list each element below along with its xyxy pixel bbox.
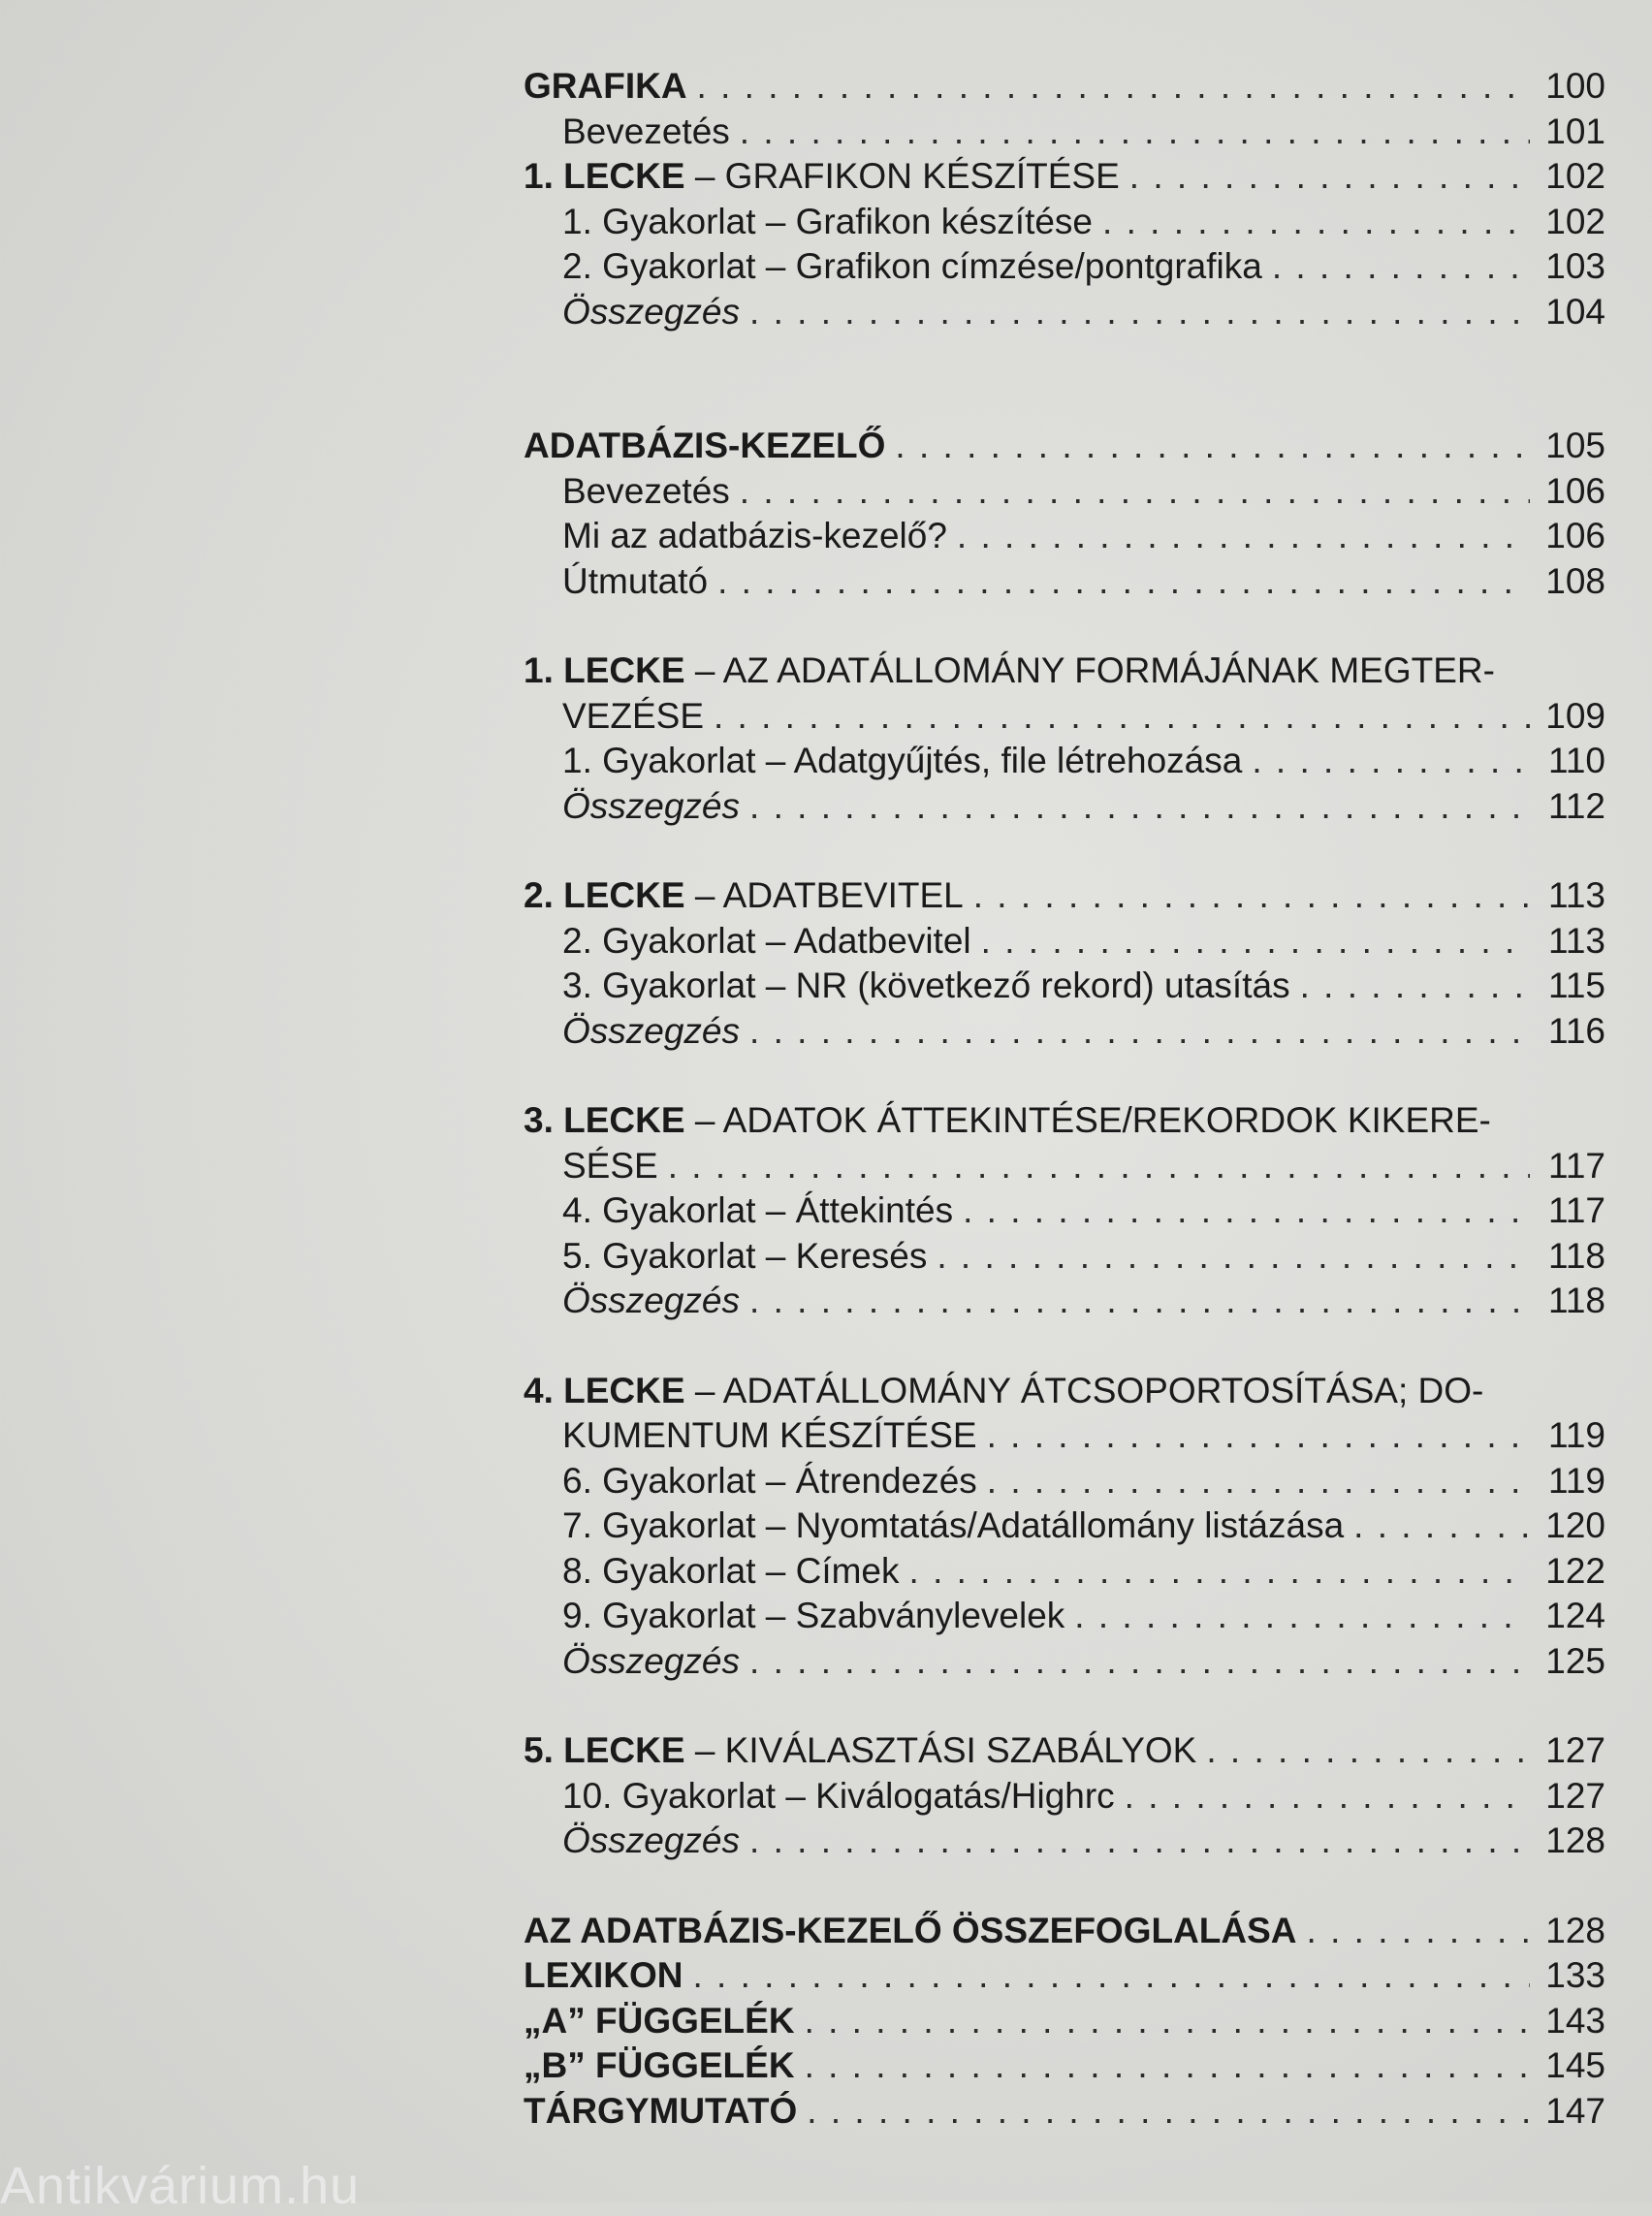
toc-subentry-text: 10. Gyakorlat – Kiválogatás/Highrc: [562, 1775, 1115, 1816]
toc-subentry-text: Összegzés: [562, 1281, 741, 1320]
toc-entry: [524, 1279, 1605, 1324]
toc-entry: [524, 559, 1605, 605]
dot-leader: [973, 873, 1530, 919]
toc-subentry-text: 7. Gyakorlat – Nyomtatás/Adatállomány listázása: [562, 1505, 1345, 1545]
toc-entry-label: [562, 1234, 927, 1280]
section-gap: [524, 1324, 1605, 1369]
section-gap: [524, 1864, 1605, 1909]
toc-entry: [524, 1188, 1605, 1234]
toc-entry-label: [524, 64, 687, 110]
toc-subentry-text: SÉSE: [562, 1145, 658, 1186]
toc-entry: [524, 1549, 1605, 1595]
dot-leader: [697, 64, 1530, 110]
toc-entry: [524, 1594, 1605, 1639]
toc-entry: [524, 1413, 1605, 1459]
toc-entry: [524, 649, 1605, 694]
toc-subentry-text: Bevezetés: [562, 111, 730, 151]
dot-leader: [749, 1009, 1530, 1055]
toc-entry-label: [524, 1999, 795, 2044]
toc-entry: [524, 290, 1605, 335]
toc-entry: [524, 919, 1605, 965]
section-gap: [524, 829, 1605, 873]
page-number: 103: [1545, 246, 1605, 286]
dot-leader: [987, 1413, 1530, 1459]
toc-heading-rest: – GRAFIKON KÉSZÍTÉSE: [684, 156, 1120, 196]
toc-subentry-text: Összegzés: [562, 785, 741, 826]
toc-entry-label: [562, 1279, 740, 1324]
toc-entry-label: [562, 964, 1290, 1009]
toc-heading-rest: – ADATBEVITEL: [684, 875, 964, 915]
toc-entry: [524, 1953, 1605, 1999]
toc-heading-rest: – ADATOK ÁTTEKINTÉSE/REKORDOK KIKERE-: [684, 1100, 1491, 1140]
toc-entry: [524, 1504, 1605, 1549]
page-number: 100: [1545, 66, 1605, 106]
toc-entry-label: [524, 873, 964, 919]
page-number: 125: [1545, 1640, 1605, 1681]
dot-leader: [714, 694, 1530, 740]
toc-entry: [524, 1728, 1605, 1774]
page-number: 127: [1545, 1775, 1605, 1816]
toc-entry-label: [562, 1188, 953, 1234]
dot-leader: [717, 559, 1530, 605]
toc-entry-label: [562, 559, 708, 605]
toc-entry: [524, 1459, 1605, 1504]
toc-subentry-text: VEZÉSE: [562, 695, 704, 736]
page-number: 143: [1545, 2000, 1605, 2041]
toc-subentry-text: Útmutató: [562, 560, 709, 601]
toc-entry: [524, 1009, 1605, 1055]
toc-entry-label: [562, 1504, 1344, 1549]
toc-subentry-text: Összegzés: [562, 1640, 741, 1681]
dot-leader: [963, 1188, 1530, 1234]
toc-subentry-text: 1. Gyakorlat – Adatgyűjtés, file létrehozása: [562, 741, 1243, 780]
section-gap: [524, 334, 1605, 424]
dot-leader: [1300, 964, 1530, 1009]
toc-entry-label: [524, 1098, 1491, 1144]
toc-entry-label: [524, 649, 1495, 694]
toc-entry-label: [562, 110, 730, 155]
toc-entry: [524, 64, 1605, 110]
toc-subentry-text: 6. Gyakorlat – Átrendezés: [562, 1460, 977, 1501]
toc-heading-bold: „A” FÜGGELÉK: [524, 2000, 795, 2041]
toc-entry: [524, 1774, 1605, 1820]
table-of-contents: [524, 64, 1605, 2134]
toc-entry-label: [562, 1639, 740, 1685]
page-number: 118: [1548, 1281, 1605, 1320]
toc-heading-bold: AZ ADATBÁZIS-KEZELŐ ÖSSZEFOGLALÁSA: [524, 1910, 1297, 1950]
dot-leader: [668, 1144, 1530, 1189]
page-number: 105: [1545, 426, 1605, 465]
page-number: 115: [1548, 966, 1605, 1005]
toc-heading-rest: – AZ ADATÁLLOMÁNY FORMÁJÁNAK MEGTER-: [684, 650, 1495, 690]
dot-leader: [1125, 1774, 1530, 1820]
section-gap: [524, 1684, 1605, 1728]
toc-entry: [524, 469, 1605, 515]
toc-entry-label: [562, 919, 971, 965]
toc-subentry-text: 2. Gyakorlat – Adatbevitel: [562, 920, 971, 961]
toc-subentry-text: Összegzés: [562, 1820, 741, 1860]
toc-heading-bold: „B” FÜGGELÉK: [524, 2045, 795, 2085]
section-gap: [524, 604, 1605, 649]
toc-entry: [524, 1144, 1605, 1189]
page-number: 101: [1545, 111, 1605, 151]
toc-heading-bold: 5. LECKE: [524, 1730, 685, 1770]
page-number: 133: [1545, 1955, 1605, 1995]
toc-entry-label: [562, 1819, 740, 1864]
toc-entry: [524, 1819, 1605, 1864]
dot-leader: [909, 1549, 1530, 1595]
page-number: 117: [1548, 1190, 1605, 1230]
page-number: 117: [1548, 1145, 1605, 1186]
toc-entry-label: [562, 1009, 740, 1055]
toc-subentry-text: Összegzés: [562, 1010, 741, 1051]
dot-leader: [749, 1279, 1530, 1324]
dot-leader: [740, 110, 1530, 155]
page-number: 124: [1545, 1596, 1605, 1635]
page-number: 113: [1548, 920, 1605, 961]
dot-leader: [987, 1459, 1530, 1504]
toc-subentry-text: 9. Gyakorlat – Szabványlevelek: [562, 1596, 1065, 1635]
toc-heading-bold: LEXIKON: [524, 1955, 683, 1995]
page-number: 128: [1545, 1820, 1605, 1860]
dot-leader: [937, 1234, 1530, 1280]
toc-entry-label: [562, 1459, 977, 1504]
toc-heading-bold: 2. LECKE: [524, 875, 685, 915]
toc-entry: [524, 873, 1605, 919]
toc-subentry-text: KUMENTUM KÉSZÍTÉSE: [562, 1415, 977, 1455]
toc-heading-rest: – KIVÁLASZTÁSI SZABÁLYOK: [684, 1730, 1197, 1770]
page-number: 104: [1545, 291, 1605, 332]
toc-entry: [524, 1639, 1605, 1685]
dot-leader: [805, 1999, 1530, 2044]
toc-entry-label: [562, 290, 740, 335]
page-number: 147: [1545, 2090, 1605, 2131]
toc-entry: [524, 739, 1605, 784]
toc-entry: [524, 2043, 1605, 2089]
toc-subentry-text: 5. Gyakorlat – Keresés: [562, 1235, 928, 1276]
toc-entry-label: [562, 739, 1242, 784]
dot-leader: [749, 290, 1530, 335]
toc-entry-label: [562, 694, 704, 740]
toc-entry: [524, 514, 1605, 559]
page-number: 122: [1545, 1550, 1605, 1591]
toc-heading-rest: – ADATÁLLOMÁNY ÁTCSOPORTOSÍTÁSA; DO-: [684, 1370, 1484, 1410]
toc-heading-bold: 1. LECKE: [524, 156, 685, 196]
page-number: 106: [1545, 470, 1605, 511]
toc-entry: [524, 2089, 1605, 2135]
dot-leader: [740, 469, 1530, 515]
dot-leader: [957, 514, 1530, 559]
toc-entry: [524, 1098, 1605, 1144]
toc-subentry-text: 3. Gyakorlat – NR (következő rekord) utasítás: [562, 966, 1290, 1005]
page-number: 118: [1548, 1235, 1605, 1276]
toc-entry: [524, 1234, 1605, 1280]
toc-subentry-text: 4. Gyakorlat – Áttekintés: [562, 1190, 954, 1230]
toc-entry-label: [562, 1774, 1115, 1820]
dot-leader: [749, 1819, 1530, 1864]
toc-entry-label: [524, 2043, 795, 2089]
toc-entry-label: [562, 200, 1093, 245]
toc-subentry-text: Összegzés: [562, 291, 741, 332]
page-number: 119: [1548, 1460, 1605, 1501]
dot-leader: [895, 424, 1530, 469]
toc-entry-label: [524, 424, 885, 469]
dot-leader: [1129, 154, 1530, 200]
dot-leader: [1272, 244, 1530, 290]
page-number: 110: [1548, 741, 1605, 780]
toc-entry-label: [524, 2089, 797, 2135]
page-number: 102: [1545, 156, 1605, 196]
page-number: 116: [1548, 1010, 1605, 1051]
toc-entry-label: [524, 154, 1120, 200]
toc-entry-label: [562, 1594, 1064, 1639]
toc-entry: [524, 964, 1605, 1009]
toc-heading-bold: 1. LECKE: [524, 650, 685, 690]
toc-entry-label: [562, 784, 740, 830]
page-number: 119: [1548, 1415, 1605, 1455]
page-number: 128: [1545, 1910, 1605, 1950]
dot-leader: [1074, 1594, 1530, 1639]
page-number: 127: [1545, 1730, 1605, 1770]
toc-subentry-text: 2. Gyakorlat – Grafikon címzése/pontgrafika: [562, 246, 1262, 286]
toc-entry: [524, 154, 1605, 200]
toc-entry-label: [562, 244, 1262, 290]
toc-entry-label: [524, 1728, 1196, 1774]
toc-entry-label: [524, 1909, 1297, 1954]
toc-heading-bold: GRAFIKA: [524, 66, 687, 106]
toc-entry-label: [562, 469, 730, 515]
toc-entry: [524, 784, 1605, 830]
dot-leader: [1102, 200, 1530, 245]
toc-entry-label: [562, 1144, 658, 1189]
page-number: 145: [1545, 2045, 1605, 2085]
toc-entry-label: [524, 1369, 1483, 1414]
toc-entry: [524, 424, 1605, 469]
toc-heading-bold: TÁRGYMUTATÓ: [524, 2090, 798, 2131]
page-number: 112: [1548, 785, 1605, 826]
dot-leader: [805, 2043, 1530, 2089]
dot-leader: [1353, 1504, 1530, 1549]
toc-entry: [524, 694, 1605, 740]
toc-heading-bold: 4. LECKE: [524, 1370, 685, 1410]
toc-entry-label: [562, 514, 947, 559]
page-number: 102: [1545, 201, 1605, 241]
page-number: 108: [1545, 560, 1605, 601]
toc-entry-label: [562, 1413, 977, 1459]
page-number: 113: [1548, 875, 1605, 915]
toc-subentry-text: 8. Gyakorlat – Címek: [562, 1550, 900, 1591]
dot-leader: [749, 1639, 1530, 1685]
page-number: 106: [1545, 516, 1605, 555]
section-gap: [524, 1054, 1605, 1098]
toc-subentry-text: 1. Gyakorlat – Grafikon készítése: [562, 201, 1094, 241]
dot-leader: [807, 2089, 1530, 2135]
toc-entry-label: [562, 1549, 900, 1595]
toc-entry: [524, 200, 1605, 245]
toc-subentry-text: Bevezetés: [562, 470, 730, 511]
toc-heading-bold: ADATBÁZIS-KEZELŐ: [524, 426, 886, 465]
dot-leader: [692, 1953, 1530, 1999]
dot-leader: [749, 784, 1530, 830]
toc-entry: [524, 244, 1605, 290]
page-number: 120: [1545, 1505, 1605, 1545]
toc-entry: [524, 1999, 1605, 2044]
toc-entry-label: [524, 1953, 683, 1999]
dot-leader: [1206, 1728, 1530, 1774]
dot-leader: [981, 919, 1530, 965]
toc-heading-bold: 3. LECKE: [524, 1100, 685, 1140]
toc-entry: [524, 1369, 1605, 1414]
page-number: 109: [1545, 695, 1605, 736]
dot-leader: [1252, 739, 1530, 784]
dot-leader: [1307, 1909, 1530, 1954]
toc-subentry-text: Mi az adatbázis-kezelő?: [562, 516, 947, 555]
toc-entry: [524, 1909, 1605, 1954]
watermark: Antikvárium.hu: [0, 2157, 361, 2215]
toc-entry: [524, 110, 1605, 155]
